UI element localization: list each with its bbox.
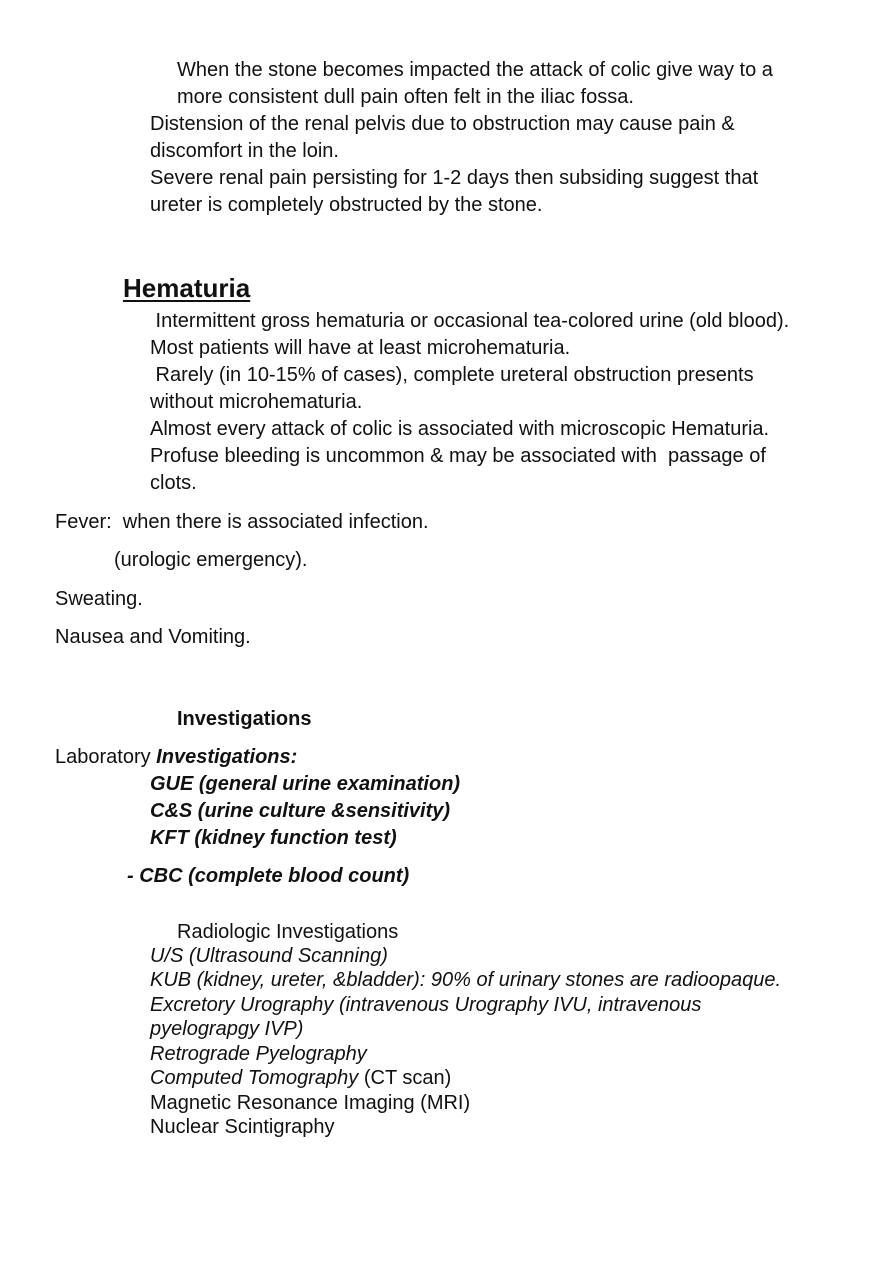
nausea-line: Nausea and Vomiting. xyxy=(55,626,251,648)
radio-item-mri: Magnetic Resonance Imaging (MRI) xyxy=(150,1092,471,1114)
sweating-line: Sweating. xyxy=(55,588,143,610)
fever-line: Fever: when there is associated infection. xyxy=(55,511,429,533)
radio-item-ct-abbrev: (CT scan) xyxy=(358,1067,452,1089)
hematuria-line-2: Most patients will have at least microhematuria. xyxy=(150,337,571,359)
radio-item-excretory-2: pyelograpgy IVP) xyxy=(150,1018,304,1040)
laboratory-prefix: Laboratory xyxy=(55,746,157,768)
laboratory-title: Investigations: xyxy=(156,746,298,768)
radio-item-kub: KUB (kidney, ureter, &bladder): 90% of urinary stones are radioopaque. xyxy=(150,969,782,991)
investigations-heading: Investigations xyxy=(177,708,312,730)
radio-item-excretory-1: Excretory Urography (intravenous Urography IVU, intravenous xyxy=(150,994,702,1016)
colic-line-1: When the stone becomes impacted the attack of colic give way to a xyxy=(177,59,773,81)
colic-line-5: Severe renal pain persisting for 1-2 days then subsiding suggest that xyxy=(150,167,759,189)
radio-item-nuclear: Nuclear Scintigraphy xyxy=(150,1116,335,1138)
lab-item-gue: GUE (general urine examination) xyxy=(150,773,461,795)
hematuria-line-6: Profuse bleeding is uncommon & may be associated with passage of xyxy=(150,445,766,467)
colic-line-2: more consistent dull pain often felt in the iliac fossa. xyxy=(177,86,634,108)
emergency-line: (urologic emergency). xyxy=(114,549,308,571)
radiologic-heading: Radiologic Investigations xyxy=(177,921,399,943)
lab-item-cbc: - CBC (complete blood count) xyxy=(127,865,410,887)
hematuria-line-3: Rarely (in 10-15% of cases), complete ureteral obstruction presents xyxy=(150,364,754,386)
colic-line-3: Distension of the renal pelvis due to obstruction may cause pain & xyxy=(150,113,735,135)
hematuria-line-4: without microhematuria. xyxy=(150,391,363,413)
hematuria-line-1: Intermittent gross hematuria or occasional tea-colored urine (old blood). xyxy=(150,310,790,332)
colic-line-4: discomfort in the loin. xyxy=(150,140,339,162)
hematuria-heading: Hematuria xyxy=(123,273,251,303)
lab-item-kft: KFT (kidney function test) xyxy=(150,827,397,849)
colic-line-6: ureter is completely obstructed by the stone. xyxy=(150,194,543,216)
lab-item-cs: C&S (urine culture &sensitivity) xyxy=(150,800,451,822)
radio-item-ct-name: Computed Tomography xyxy=(150,1067,359,1089)
radio-item-us: U/S (Ultrasound Scanning) xyxy=(150,945,388,967)
hematuria-line-7: clots. xyxy=(150,472,197,494)
hematuria-line-5: Almost every attack of colic is associated with microscopic Hematuria. xyxy=(150,418,770,440)
radio-item-retrograde: Retrograde Pyelography xyxy=(150,1043,367,1065)
laboratory-line xyxy=(55,747,297,767)
radio-item-ct xyxy=(150,1068,451,1088)
